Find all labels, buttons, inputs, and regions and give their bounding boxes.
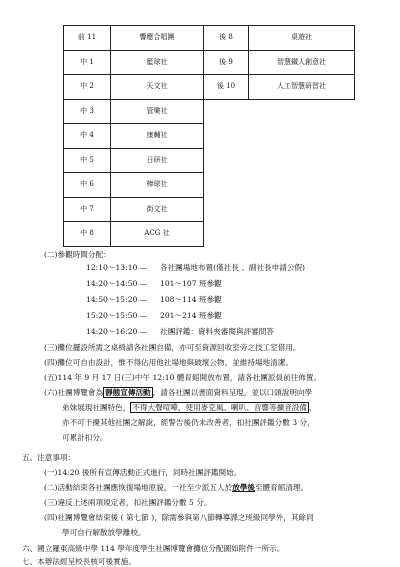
schedule-desc: 社團評鑑：資料夾審閱與評審問答: [160, 327, 274, 336]
club-name-cell: 管樂社: [111, 99, 204, 124]
club-name-cell: [249, 197, 355, 222]
booth-number-cell: 中 7: [64, 197, 111, 222]
booth-row: [64, 75, 355, 100]
booth-number-cell: 中 6: [64, 173, 111, 198]
booth-row: [64, 124, 355, 149]
booth-row: [64, 222, 355, 247]
booth-number-cell: 後 8: [204, 26, 249, 51]
note-2-prefix: (二)活動結束各社團應恢復場地原貌，一社至少派五人於: [44, 483, 233, 492]
rule-3: (三)攤位擺設所需之桌椅請各社團自備，亦可至資源回收室旁之技工室借用。: [44, 343, 301, 352]
booth-number-cell: 中 4: [64, 124, 111, 149]
booth-row: [64, 99, 355, 124]
note-2-after-school: 放學後: [232, 483, 255, 492]
booth-row: [64, 50, 355, 75]
club-name-cell: 康輔社: [111, 124, 204, 149]
booth-number-cell: [204, 222, 249, 247]
club-name-cell: ACG 社: [111, 222, 204, 247]
schedule-desc: 101～107 班參觀: [160, 279, 222, 288]
booth-row: [64, 173, 355, 198]
rule-5: (五)114 年 9 月 17 日(三)中午 12:10 體育館開放布置，請各社團派員前往佈置。: [44, 373, 322, 382]
booth-number-cell: 中 2: [64, 75, 111, 100]
club-name-cell: 智慧鐵人創意社: [249, 50, 355, 75]
club-name-cell: 日研社: [111, 148, 204, 173]
rule-6-line-2: [62, 402, 317, 413]
schedule-time: 12:10～13:10 —: [86, 263, 148, 272]
booth-row: [64, 26, 355, 51]
schedule-desc: 201～214 班參觀: [160, 311, 222, 320]
booth-number-cell: 中 1: [64, 50, 111, 75]
booth-number-cell: [204, 124, 249, 149]
schedule-time: 14:20～14:50 —: [86, 279, 148, 288]
rule-6-prefix: (六)社團博覽會為: [44, 388, 104, 397]
club-name-cell: 桌遊社: [249, 26, 355, 51]
club-name-cell: [249, 173, 355, 198]
booth-number-cell: 中 3: [64, 99, 111, 124]
schedule-time: 15:20～15:50 —: [86, 311, 148, 320]
booth-number-cell: 後 10: [204, 75, 249, 100]
section-7: 七、本辦法經呈校長核可後實施。: [22, 557, 136, 566]
note-4-continued: 學可自行解散放學離校。: [62, 528, 146, 537]
club-name-cell: 籃球社: [111, 50, 204, 75]
notes-heading: 五、注意事項：: [22, 453, 76, 462]
note-1: (一)14:20 後所有宣傳活動正式進行，同時社團評鑑開始。: [44, 468, 242, 477]
club-name-cell: 響應合唱團: [111, 26, 204, 51]
booth-number-cell: 前 11: [64, 26, 111, 51]
club-name-cell: 棒球社: [111, 173, 204, 198]
booth-number-cell: 後 9: [204, 50, 249, 75]
booth-row: [64, 197, 355, 222]
schedule-time: 14:50～15:20 —: [86, 295, 148, 304]
schedule-desc: 各社團場地布置(僅社長 、副社長申請公假): [160, 263, 306, 272]
rule-6-suffix: ，請各社團以書面資料呈現，並以口頭說明向學: [152, 388, 313, 397]
schedule-time: 14:20～16:20 —: [86, 327, 148, 336]
section-6: 六、國立羅東高級中學 114 學年度學生社團博覽會攤位分配圖如附件一所示。: [22, 544, 285, 553]
note-4: (四)社團博覽會結束後 ( 第七節 )，除需參與第八節轉導課之班級同學外，其餘同: [44, 513, 314, 522]
note-3: (三)違反上述兩項規定者，扣社團評鑑分數 5 分。: [44, 498, 212, 507]
note-2-suffix: 至體育館清理。: [254, 483, 309, 492]
rule-6-static-activity: 靜態宣傳活動: [105, 388, 151, 397]
rule-6-no-noise-box: 不得大聲喧嘩、使用麥克風、喇叭、音響等擴音設備: [132, 403, 307, 412]
rule-4: (四)攤位可自由設計，惟不得佔用他社場地與破壞公物，並維持場地清潔。: [44, 358, 293, 367]
note-2: [44, 482, 308, 493]
rule-6-line-2-suffix: ，: [309, 403, 317, 412]
booth-row: [64, 148, 355, 173]
club-name-cell: [249, 99, 355, 124]
booth-number-cell: [204, 197, 249, 222]
club-name-cell: [249, 124, 355, 149]
rule-6-line-4: 可累計扣分。: [62, 433, 108, 442]
booth-allocation-table: [63, 25, 355, 247]
rule-6-line-3: 亦不可干擾其他社團之解說，經警告後仍未改善者，扣社團評鑑分數 3 分，: [62, 418, 315, 427]
booth-number-cell: [204, 148, 249, 173]
club-name-cell: [249, 148, 355, 173]
schedule-heading: (二)參觀時間分配：: [44, 250, 111, 259]
club-name-cell: 街文社: [111, 197, 204, 222]
schedule-desc: 108～114 班參觀: [160, 295, 222, 304]
booth-number-cell: 中 8: [64, 222, 111, 247]
club-name-cell: 天文社: [111, 75, 204, 100]
booth-number-cell: [204, 173, 249, 198]
club-name-cell: 人工智慧研習社: [249, 75, 355, 100]
rule-6-line-2-prefix: 弟妹展現社團特色，: [62, 403, 131, 412]
booth-number-cell: 中 5: [64, 148, 111, 173]
club-name-cell: [249, 222, 355, 247]
booth-number-cell: [204, 99, 249, 124]
rule-6-line-1: [44, 387, 312, 398]
